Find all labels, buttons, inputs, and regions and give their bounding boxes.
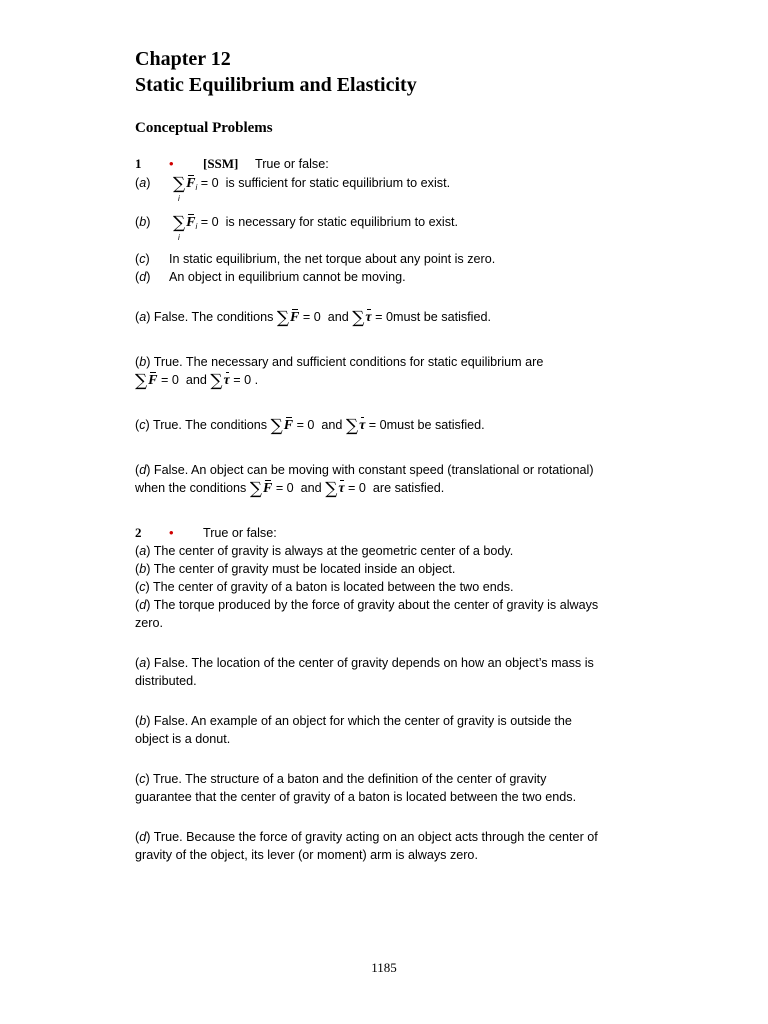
problem-header	[135, 524, 655, 542]
option-d-continued: zero.	[135, 616, 163, 630]
answer-c: (c) True. The conditions ∑F = 0 and ∑τ = 0must be satisfied.	[135, 416, 485, 436]
section-title: Conceptual Problems	[135, 120, 273, 136]
chapter-title: Static Equilibrium and Elasticity	[135, 74, 417, 96]
problem-number: 1	[135, 156, 142, 171]
problem-number: 2	[135, 525, 142, 540]
difficulty-bullet: •	[169, 156, 174, 171]
difficulty-bullet: •	[169, 525, 174, 540]
problem-header	[135, 155, 655, 173]
answer-c: (c) True. The structure of a baton and the definition of the center of gravity guarantee that the center of gravity of a baton is located between the two ends.	[135, 772, 577, 804]
option-c: (c) The center of gravity of a baton is located between the two ends.	[135, 580, 514, 594]
option-a: (a) The center of gravity is always at the geometric center of a body.	[135, 544, 514, 558]
problem-prompt: True or false:	[255, 157, 329, 171]
option-b: (b) The center of gravity must be located inside an object.	[135, 562, 456, 576]
option-d: (d) The torque produced by the force of gravity about the center of gravity is always	[135, 598, 599, 612]
document-page	[135, 46, 655, 864]
chapter-number: Chapter 12	[135, 48, 231, 70]
answer-b: (b) True. The necessary and sufficient conditions for static equilibrium are ∑F = 0 and ∑τ = 0 .	[135, 355, 544, 391]
option-b: (b) ∑ i $F_i = 0$ is necessary for static equilibrium to exist.	[135, 213, 458, 242]
option-c: (c) In static equilibrium, the net torque about any point is zero.	[135, 252, 496, 266]
ssm-tag: [SSM]	[203, 156, 239, 171]
answer-d: (d) False. An object can be moving with constant speed (translational or rotational) when the conditions ∑F = 0 and ∑τ = 0 are satisfied.	[135, 463, 594, 499]
problem-prompt: True or false:	[203, 526, 277, 540]
option-d: (d) An object in equilibrium cannot be moving.	[135, 270, 406, 284]
problem-1	[135, 155, 655, 498]
page-number: 1185	[371, 960, 397, 975]
answer-a: (a) False. The conditions ∑F = 0 and ∑τ = 0must be satisfied.	[135, 308, 491, 328]
answer-b: (b) False. An example of an object for which the center of gravity is outside the object is a donut.	[135, 714, 572, 746]
answer-a: (a) False. The location of the center of gravity depends on how an object’s mass is distributed.	[135, 656, 594, 688]
answer-d: (d) True. Because the force of gravity acting on an object acts through the center of gravity of the object, its lever (or moment) arm is always zero.	[135, 830, 598, 862]
option-a: (a) ∑ i $F_i = 0$ is sufficient for static equilibrium to exist.	[135, 174, 451, 203]
problem-2	[135, 524, 655, 864]
